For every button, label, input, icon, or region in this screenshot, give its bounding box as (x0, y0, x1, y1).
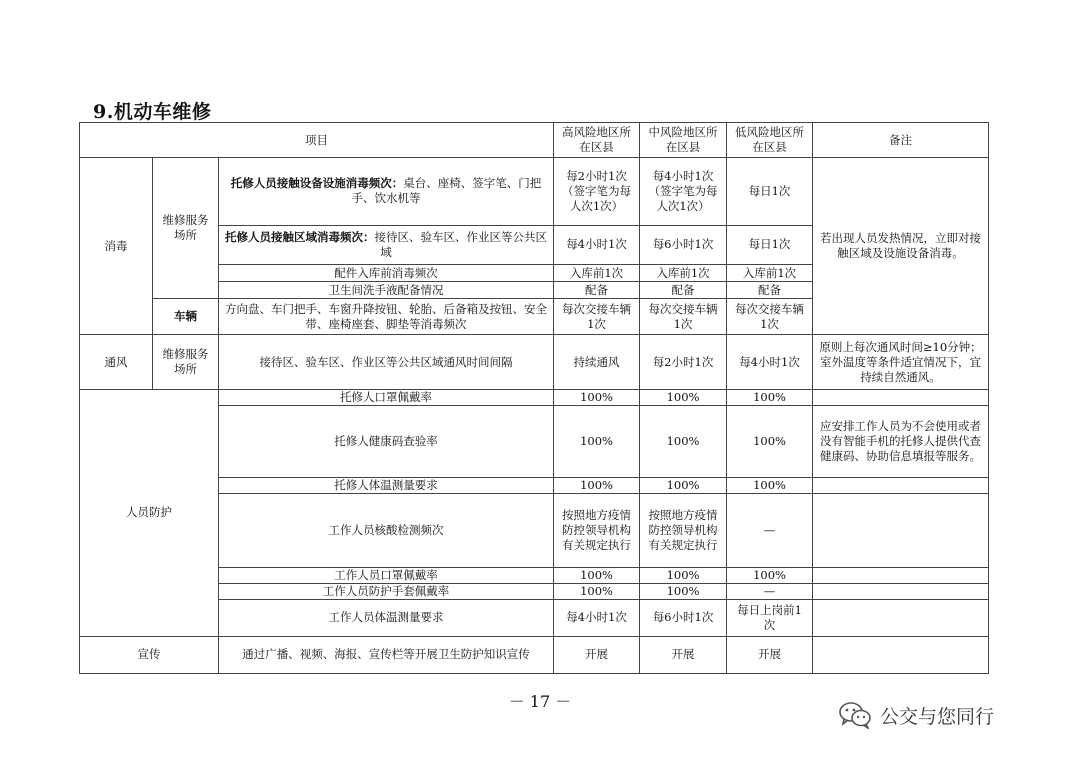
cell-mid: 配备 (640, 282, 727, 299)
cell-mid: 100% (640, 389, 727, 405)
note-disinfection: 若出现人员发热情况，立即对接触区域及设施设备消毒。 (813, 158, 989, 335)
cell-high: 每4小时1次 (554, 225, 640, 264)
row-label: 接待区、验车区、作业区等公共区域通风时间间隔 (219, 335, 554, 389)
category-ventilation: 通风 (80, 335, 153, 389)
cell-high: 入库前1次 (554, 265, 640, 282)
cell-high: 100% (554, 568, 640, 584)
cell-low: 每日上岗前1次 (727, 600, 813, 636)
cell-low: 100% (727, 389, 813, 405)
note-empty (813, 389, 989, 405)
cell-low: 开展 (727, 636, 813, 673)
page-number: － 17 － (508, 692, 572, 711)
row-label: 工作人员防护手套佩戴率 (219, 584, 554, 600)
watermark-text: 公交与您同行 (880, 705, 995, 728)
note-empty (813, 477, 989, 493)
section-heading: 9.机动车维修 (93, 101, 212, 123)
cell-mid: 每6小时1次 (640, 225, 727, 264)
cell-high: 开展 (554, 636, 640, 673)
row-label: 通过广播、视频、海报、宣传栏等开展卫生防护知识宣传 (219, 636, 554, 673)
cell-low: 100% (727, 405, 813, 477)
row-label-bold: 托修人员接触区域消毒频次： (225, 229, 375, 244)
row-label-rest: 桌台、座椅、签字笔、门把手、饮水机等 (351, 176, 542, 206)
row-label: 托修人健康码查验率 (219, 405, 554, 477)
table-row (80, 636, 989, 673)
cell-low: 每日1次 (727, 158, 813, 225)
cell-low: 每次交接车辆1次 (727, 299, 813, 335)
cell-low: — (727, 493, 813, 568)
cell-high: 每2小时1次（签字笔为每人次1次） (554, 158, 640, 225)
row-label: 工作人员口罩佩戴率 (219, 568, 554, 584)
note-health-code: 应安排工作人员为不会使用或者没有智能手机的托修人提供代查健康码、协助信息填报等服务。 (813, 405, 989, 477)
venue-service-site: 维修服务场所 (153, 335, 219, 389)
header-mid-risk: 中风险地区所在区县 (640, 123, 727, 158)
cell-mid: 按照地方疫情防控领导机构有关规定执行 (640, 493, 727, 568)
note-ventilation: 原则上每次通风时间≥10分钟；室外温度等条件适宜情况下，宜持续自然通风。 (813, 335, 989, 389)
row-label: 工作人员体温测量要求 (219, 600, 554, 636)
cell-mid: 每4小时1次（签字笔为每人次1次） (640, 158, 727, 225)
cell-low: 配备 (727, 282, 813, 299)
row-label: 方向盘、车门把手、车窗升降按钮、轮胎、后备箱及按钮、安全带、座椅座套、脚垫等消毒频次 (219, 299, 554, 335)
row-label-rest: 接待区、验车区、作业区等公共区域 (374, 229, 547, 259)
cell-low: 100% (727, 568, 813, 584)
header-row (80, 123, 989, 158)
cell-high: 每次交接车辆1次 (554, 299, 640, 335)
venue-service-site: 维修服务场所 (153, 158, 219, 299)
cell-mid: 100% (640, 568, 727, 584)
cell-mid: 100% (640, 405, 727, 477)
note-empty (813, 568, 989, 584)
cell-high: 100% (554, 584, 640, 600)
row-label (219, 225, 554, 264)
category-publicity: 宣传 (80, 636, 219, 673)
venue-vehicle: 车辆 (153, 299, 219, 335)
note-empty (813, 584, 989, 600)
cell-high: 持续通风 (554, 335, 640, 389)
cell-low: 100% (727, 477, 813, 493)
table-row (80, 389, 989, 405)
note-empty (813, 600, 989, 636)
cell-mid: 100% (640, 477, 727, 493)
cell-high: 每4小时1次 (554, 600, 640, 636)
cell-mid: 100% (640, 584, 727, 600)
row-label: 卫生间洗手液配备情况 (219, 282, 554, 299)
cell-mid: 开展 (640, 636, 727, 673)
requirements-table (79, 122, 989, 674)
cell-mid: 每6小时1次 (640, 600, 727, 636)
row-label: 配件入库前消毒频次 (219, 265, 554, 282)
row-label: 工作人员核酸检测频次 (219, 493, 554, 568)
cell-high: 按照地方疫情防控领导机构有关规定执行 (554, 493, 640, 568)
cell-low: 每4小时1次 (727, 335, 813, 389)
wechat-icon (838, 701, 872, 729)
category-disinfection: 消毒 (80, 158, 153, 335)
header-note: 备注 (813, 123, 989, 158)
header-low-risk: 低风险地区所在区县 (727, 123, 813, 158)
cell-high: 配备 (554, 282, 640, 299)
watermark (838, 701, 994, 729)
cell-high: 100% (554, 405, 640, 477)
row-label-bold: 托修人员接触设备设施消毒频次： (230, 176, 404, 191)
row-label (219, 158, 554, 225)
cell-mid: 每2小时1次 (640, 335, 727, 389)
category-protection: 人员防护 (80, 389, 219, 636)
row-label: 托修人体温测量要求 (219, 477, 554, 493)
header-high-risk: 高风险地区所在区县 (554, 123, 640, 158)
cell-low: 入库前1次 (727, 265, 813, 282)
cell-low: 每日1次 (727, 225, 813, 264)
cell-mid: 入库前1次 (640, 265, 727, 282)
table-row (80, 335, 989, 389)
cell-high: 100% (554, 477, 640, 493)
note-empty (813, 636, 989, 673)
cell-high: 100% (554, 389, 640, 405)
cell-low: — (727, 584, 813, 600)
row-label: 托修人口罩佩戴率 (219, 389, 554, 405)
table-row (80, 158, 989, 225)
note-empty (813, 493, 989, 568)
header-item: 项目 (80, 123, 554, 158)
cell-mid: 每次交接车辆1次 (640, 299, 727, 335)
